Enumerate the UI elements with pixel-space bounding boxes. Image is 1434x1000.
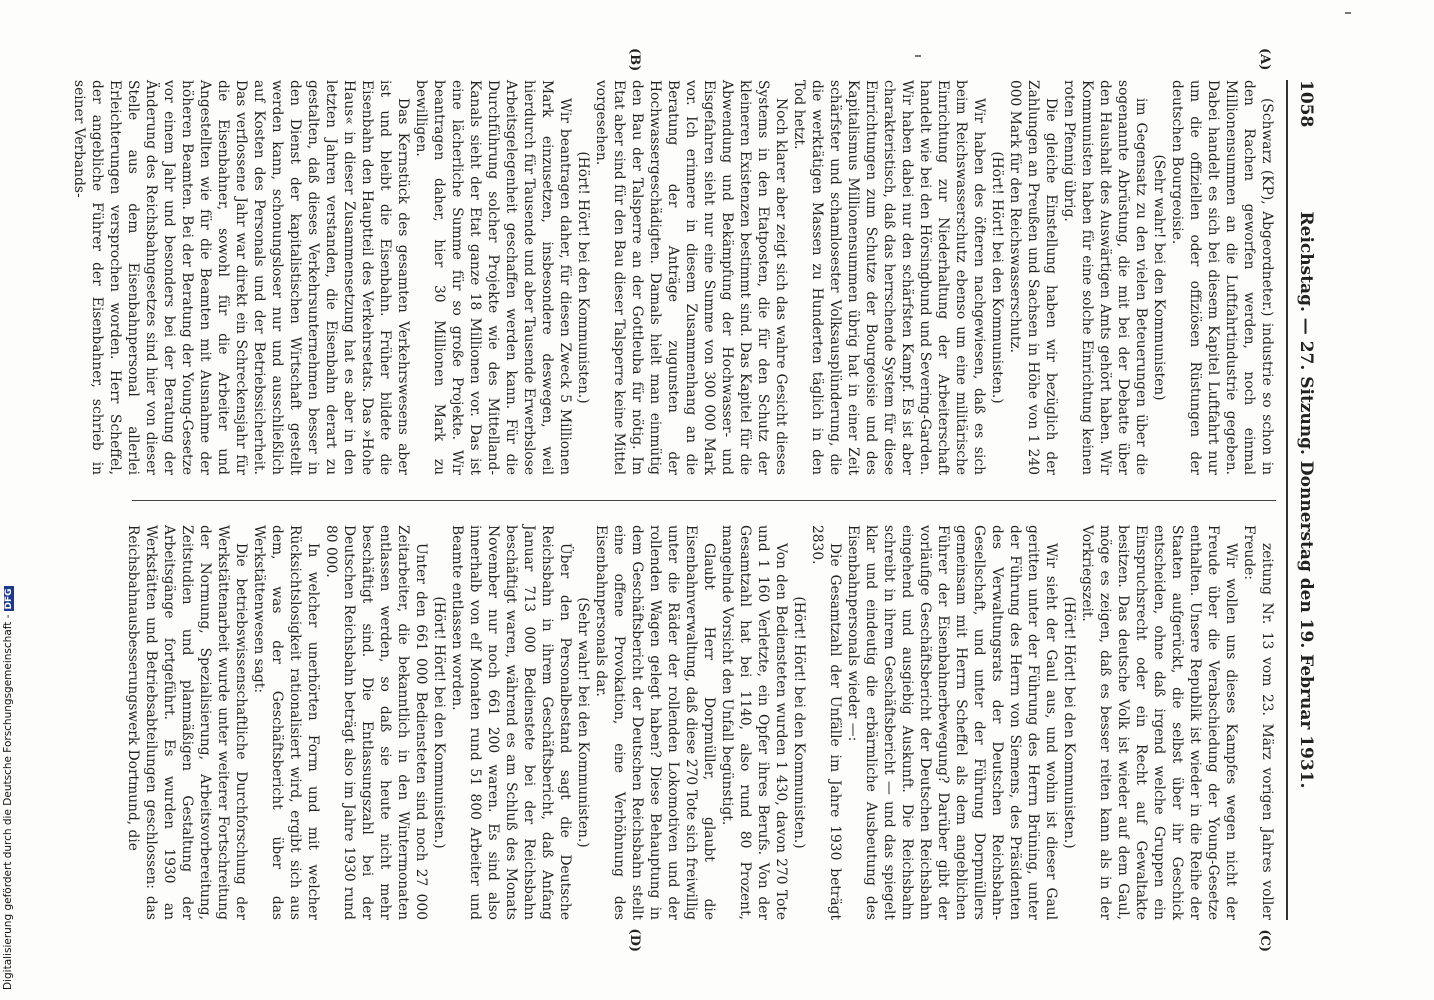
quotation: Von den Bediensteten wurden 1 430, davon 270 Tote und 1 160 Verletzte, ein Opfer ihres Berufs. Von der Gesamtzahl hat bei 1140, also rund 80 Prozent, mangelnde Vorsicht den Unfall begünstigt. (719, 525, 789, 920)
paragraph: Das Kernstück des gesamten Verkehrswesens aber ist und bleibt die Eisenbahn. Früher bildete die Eisenbahn den Hauptteil des Verkehrsetats. Das »Hohe Haus« in dieser Zusammensetzung hat es aber in den letzten Jahren verstanden, die Eisenbahn derart zu gestalten, daß dieses Verkehrsunternehmen besser in den Dienst der kapitalistischen Wirtschaft gestellt werden kann, schonungsloser nur und ausschließlich auf Kosten des Personals und der Betriebssicherheit. Das verflossene Jahr war direkt ein Schreckensjahr für die Eisenbahner, sowohl für die Arbeiter und Angestellten wie für die Beamten mit Ausnahme der höheren Beamten. Bei der Beratung der Young-Gesetze vor einem Jahr und besonders bei der Beratung der Änderung des Reichsbahngesetzes sind hier von dieser Stelle aus dem Eisenbahnpersonal allerlei Erleichterungen versprochen worden. Herr Scheffel, der angebliche Führer der Eisenbahner, schrieb in seiner Verbands- (71, 80, 411, 475)
scan-speck (1345, 12, 1351, 14)
margin-marker-a: (A) (1257, 48, 1272, 71)
page-title: Reichstag. — 27. Sitzung. Donnerstag den 19. Februar 1931. (1296, 211, 1316, 789)
quotation: Die betriebswissenschaftliche Durchforschung der Werkstättenarbeit wurde unter weiterer Fortschreitung der Normung, Spezialisierung, Arbeitsvorbereitung, Zeitstudien und planmäßigen Gestaltung der Arbeitsgänge fortgeführt. Es wurden 1930 an Werkstätten und Betriebsabteilungen geschlossen: das Reichsbahnausbesserungswerk Dortmund, die (125, 525, 249, 920)
rotated-document-page (71, 40, 1332, 960)
paragraph: In welcher unerhörten Form und mit welcher Rücksichtslosigkeit rationalisiert wird, ergibt sich aus dem, was der Geschäftsbericht über das Werkstättenwesen sagt: (251, 525, 321, 920)
paragraph: (Schwarz (KP), Abgeordneter.) industrie so schon in den Rachen geworfen werden, noch einmal Millionensummen an die Luftfahrtindustrie gegeben. Dabei handelt es sich bei diesem Kapitel Luftfahrt nur um die offiziellen oder offiziösen Rüstungen der deutschen Bourgeoisie. (1169, 80, 1275, 475)
paragraph: zeitung Nr. 13 vom 23. März vorigen Jahres voller Freude: (1241, 525, 1275, 920)
interjection: (Hört! Hört! bei den Kommunisten.) (575, 151, 591, 404)
interjection: (Hört! Hört! bei den Kommunisten.) (989, 151, 1005, 404)
page-header (1292, 80, 1316, 920)
paragraph: im Gegensatz zu den vielen Beteuerungen über die sogenannte Abrüstung, die mit bei der Debatte über den Haushalt des Auswärtigen Amts gehört haben. Wir Kommunisten haben für eine solche Einrichtung keinen roten Pfennig übrig. (1061, 80, 1149, 475)
margin-marker-b: (B) (627, 48, 642, 72)
paragraph: Die gleiche Einstellung haben wir bezüglich der Zahlungen an Preußen und Sachsen in Höhe von 1 240 000 Mark für den Reichswasserschutz. (1007, 80, 1059, 475)
interjection: (Hört! Hört! bei den Kommunisten.) (791, 596, 807, 849)
paragraph: Noch klarer aber zeigt sich das wahre Gesicht dieses Systems in den Etatposten, die für den Schutz der kleineren Existenzen bestimmt sind. Das Kapitel für die Abwendung und Bekämpfung der Hochwasser- und Eisgefahren sieht nur eine Summe von 300 000 Mark vor. Ich erinnere in diesem Zusammenhang an die Beratung der Anträge zugunsten der Hochwassergeschädigten. Damals hielt man einmütig den Bau der Talsperre an der Gottleuba für nötig. Im Etat aber sind für den Bau dieser Talsperre keine Mittel vorgesehen. (593, 80, 789, 475)
digitization-credit (2, 586, 14, 990)
interjection: (Hört! Hört! bei den Kommunisten.) (1061, 596, 1077, 849)
right-column (122, 525, 1276, 920)
scan-speck (915, 55, 921, 57)
quotation: Die Gesamtzahl der Unfälle im Jahre 1930 beträgt 2830. (809, 525, 843, 920)
quotation: Wir wollen uns dieses Kampfes wegen nicht der Freude über die Verabschiedung der Young-Gesetze enthalten. Unsere Republik ist wieder in die Reihe der Staaten aufgerückt, die selbst über ihr Geschick entscheiden, ohne daß irgend welche Gruppen ein Einspruchsrecht oder ein Recht auf Gewaltakte besitzen. Das deutsche Volk ist wieder auf dem Gaul, möge es zeigen, daß es besser reiten kann als in der Vorkriegszeit. (1079, 525, 1239, 920)
header-rule (1286, 80, 1288, 920)
interjection: (Sehr wahr! bei den Kommunisten) (1151, 154, 1167, 401)
paragraph: Unter den 661 000 Bediensteten sind noch 27 000 Zeitarbeiter, die bekanntlich in den Wintermonaten entlassen werden, so daß sie heute nicht mehr beschäftigt sind. Die Entlassungszahl bei der Deutschen Reichsbahn beträgt also im Jahre 1930 rund 80 000. (323, 525, 429, 920)
margin-marker-c: (C) (1257, 929, 1272, 952)
left-column (71, 80, 1276, 475)
column-divider (132, 500, 1276, 501)
page-number: 1058 (1296, 80, 1316, 128)
dfg-logo: DFG (4, 588, 14, 610)
paragraph: Über den Personalbestand sagt die Deutsche Reichsbahn in ihrem Geschäftsbericht, daß Anfang Januar 713 000 Bedienstete bei der Reichsbahn beschäftigt waren, während es am Schluß des Monats November nur noch 661 200 waren. Es sind also innerhalb von elf Monaten rund 51 800 Arbeiter und Beamte entlassen worden. (449, 525, 573, 920)
paragraph: Wir sieht der Gaul aus, und wohin ist dieser Gaul geritten unter der Führung des Herrn Brüning, unter der Führung des Herrn von Siemens, des Präsidenten des Verwaltungsrats der Deutschen Reichsbahn-Gesellschaft, und unter der Führung Dorpmüllers gemeinsam mit Herrn Scheffel als dem angeblichen Führer der Eisenbahnerbewegung? Darüber gibt der vorläufige Geschäftsbericht der Deutschen Reichsbahn eingehend und ausgiebig Auskunft. Die Reichsbahn schreibt in ihrem Geschäftsbericht — und das spiegelt klar und eindeutig die erbärmliche Ausbeutung des Eisenbahnpersonals wieder —: (845, 525, 1059, 920)
paragraph: Wir beantragen daher, für diesen Zweck 5 Millionen Mark einzusetzen, insbesondere deswegen, weil hierdurch für Tausende und aber Tausende Erwerbslose Arbeitsgelegenheit geschaffen werden kann. Für die Durchführung solcher Projekte wie des Mittelland-Kanals sieht der Etat ganze 18 Millionen vor. Das ist eine lächerliche Summe für so große Projekte. Wir beantragen daher, hier 30 Millionen Mark zu bewilligen. (413, 80, 573, 475)
paragraph: Glaubt Herr Dorpmüller, glaubt die Eisenbahnverwaltung, daß diese 270 Tote sich freiwillig unter die Räder der rollenden Lokomotiven und der rollenden Wagen gelegt haben? Diese Behauptung in dem Geschäftsbericht der Deutschen Reichsbahn stellt eine offene Provokation, eine Verhöhnung des Eisenbahnpersonals dar. (593, 525, 717, 920)
paragraph: Wir haben des öfteren nachgewiesen, daß es sich beim Reichswasserschutz ebenso um eine militärische Einrichtung zur Niederhaltung der Arbeiterschaft handelt wie bei den Hörsingbund und Severing-Garden. Wir haben dabei nur den schärfsten Kampf. Es ist aber charakteristisch, daß das herrschende System für diese Einrichtungen zum Schutze der Bourgeoisie und des Kapitalismus Millionensummen übrig hat in einer Zeit schärfster und schamlosester Volksausplünderung, die die werktätigen Massen zu Hunderten täglich in den Tod hetzt. (791, 80, 987, 475)
interjection: (Sehr wahr! bei den Kommunisten.) (575, 597, 591, 848)
margin-marker-d: (D) (627, 928, 642, 952)
interjection: (Hört! Hört! bei den Kommunisten.) (431, 596, 447, 849)
digitization-credit-text: Digitalisierung gefördert durch die Deutsche Forschungsgemeinschaft - (2, 614, 14, 990)
